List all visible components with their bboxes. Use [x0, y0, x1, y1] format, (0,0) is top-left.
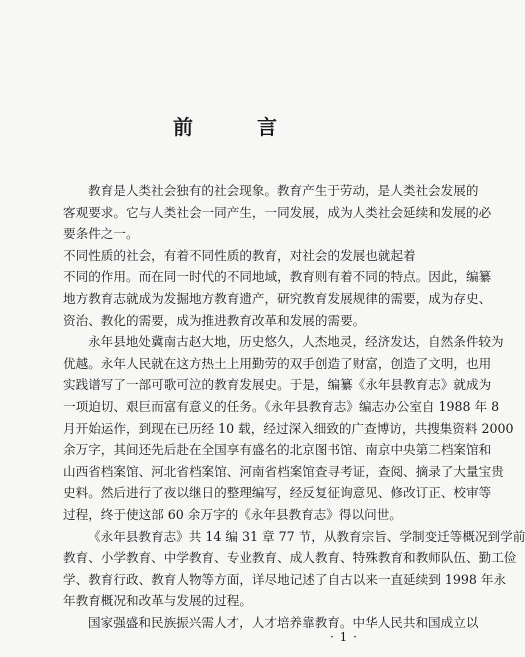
text-line: 不同性质的社会，有着不同性质的教育，对社会的发展也就起着: [63, 247, 416, 263]
text-line: 余万字，其间还先后赴在全国享有盛名的北京图书馆、南京中央第二档案馆和: [63, 442, 492, 458]
text-line: 过程，终于使这部 60 余万字的《永年县教育志》得以问世。: [63, 506, 402, 522]
paragraph: [63, 331, 514, 525]
text-line: 客观要求。它与人类社会一同产生，一同发展，成为人类社会延续和发展的必: [63, 204, 492, 220]
text-line: 实践谱写了一部可歌可泣的教育发展史。于是，编纂《永年县教育志》就成为: [63, 377, 492, 393]
text-line: 优越。永年人民就在这方热土上用勤劳的双手创造了财富，创造了文明，也用: [63, 355, 492, 371]
body-text: [63, 180, 525, 633]
text-line: 《永年县教育志》共 14 编 31 章 77 节，从教育宗旨、学制变迁等概况到学前: [88, 528, 525, 544]
text-line: 国家强盛和民族振兴需人才，人才培养靠教育。中华人民共和国成立以: [88, 614, 479, 630]
text-line: 教育是人类社会独有的社会现象。教育产生于劳动，是人类社会发展的: [88, 183, 479, 198]
page-number: · 1 ·: [330, 630, 358, 644]
text-line: 资治、教化的需要，成为推进教育改革和发展的需要。: [63, 312, 366, 328]
paragraph: [63, 526, 525, 612]
text-line: 学、教育行政、教育人物等方面，详尽地记述了自古以来一直延续到 1998 年永: [63, 571, 507, 587]
text-line: 要条件之一。: [63, 226, 139, 242]
page-title: 前 言: [173, 115, 299, 139]
text-line: 地方教育志就成为发掘地方教育遗产，研究教育发展规律的需要，成为存史、: [63, 290, 492, 306]
text-line: 永年县地处冀南古赵大地，历史悠久，人杰地灵，经济发达，自然条件较为: [88, 334, 504, 350]
text-line: 年教育概况和改革与发展的过程。: [63, 593, 252, 609]
text-line: 教育、小学教育、中学教育、专业教育、成人教育、特殊教育和教师队伍、勤工俭: [63, 550, 517, 566]
text-line: 不同的作用。而在同一时代的不同地域，教育则有着不同的特点。因此，编纂: [63, 269, 492, 285]
text-line: 史料。然后进行了夜以继日的整理编写，经反复征询意见、修改订正、校审等: [63, 485, 492, 501]
paragraph: [63, 180, 492, 331]
text-line: 月开始运作，到现在已历经 10 载，经过深入细致的广查博访，共搜集资料 2000: [63, 420, 514, 436]
text-line: 一项迫切、艰巨而富有意义的任务。《永年县教育志》编志办公室自 1988 年 8: [63, 398, 500, 414]
text-line: 山西省档案馆、河北省档案馆、河南省档案馆查寻考证，查阅、摘录了大量宝贵: [63, 463, 504, 479]
